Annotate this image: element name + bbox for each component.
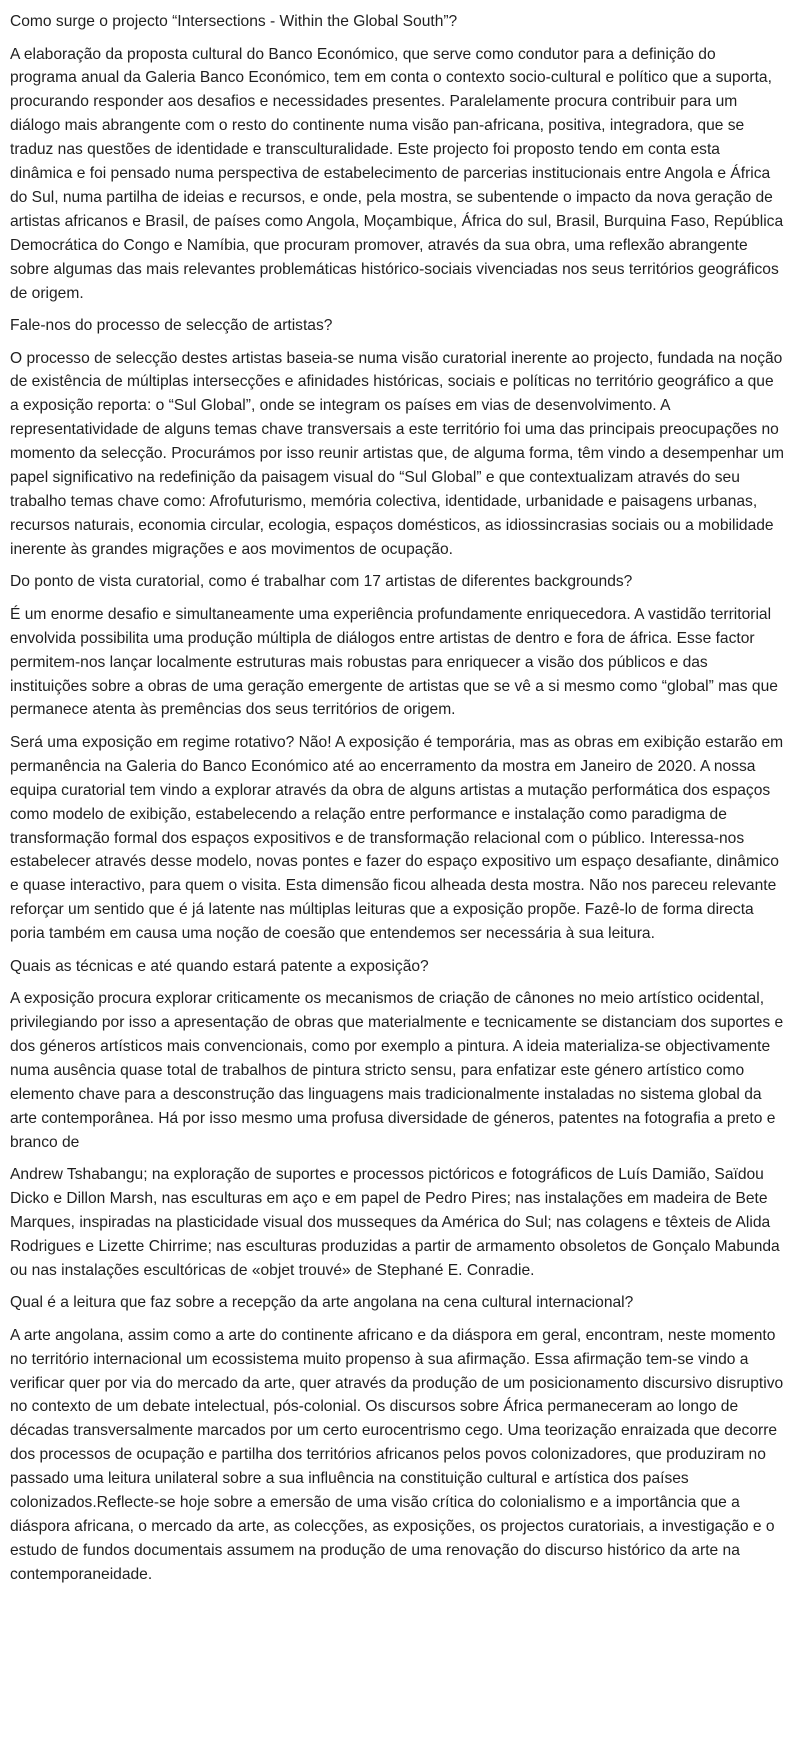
answer-artist-selection: O processo de selecção destes artistas baseia-se numa visão curatorial inerente ao projecto, fundada na noção de existência de múltiplas intersecções e afinidades históricas, sociais e políticas no território geográfico a que a exposição reporta: o “Sul Global”, onde se integram os países em vias de desenvolvimento. A representatividade de alguns temas chave transversais a este território foi uma das principais preocupações no momento da selecção. Procurámos por isso reunir artistas que, de alguma forma, têm vindo a desempenhar um papel significativo na redefinição da paisagem visual do “Sul Global” e que contextualizam através do seu trabalho temas chave como: Afrofuturismo, memória colectiva, identidade, urbanidade e paisagens urbanas, recursos naturais, economia circular, ecologia, espaços domésticos, as idiossincrasias sociais ou a mobilidade inerente às grandes migrações e aos movimentos de ocupação. [10, 349, 784, 558]
question-curatorial-work: Do ponto de vista curatorial, como é trabalhar com 17 artistas de diferentes backgrounds? [10, 573, 633, 591]
answer-angolan-art-reception: A arte angolana, assim como a arte do continente africano e da diáspora em geral, encontram, neste momento no território internacional um ecossistema muito propenso à sua afirmação. Essa afirmação tem-se vindo a verificar quer por via do mercado da arte, quer através da produção de um posicionamento discursivo disruptivo no contexto de um debate intelectual, pós-colonial. Os discursos sobre África permaneceram ao longo de décadas transversalmente marcados por um certo eurocentrismo cego. Uma teorização enraizada que decorre dos processos de ocupação e partilha dos territórios africanos pelos povos colonizadores, que produziram no passado uma leitura unilateral sobre a sua influência na constituição cultural e artística dos países colonizados.Reflecte-se hoje sobre a emersão de uma visão crítica do colonialismo e a importância que a diáspora africana, o mercado da arte, as colecções, as exposições, os projectos curatoriais, a investigação e o estudo de fundos documentais assumem na produção de uma renovação do discurso histórico da arte na contemporaneidade. [10, 1326, 784, 1583]
answer-techniques-duration: A exposição procura explorar criticamente os mecanismos de criação de cânones no meio artístico ocidental, privilegiando por isso a apresentação de obras que materialmente e tecnicamente se distanciam dos suportes e dos géneros artísticos mais convencionais, como por exemplo a pintura. A ideia materializa-se objectivamente numa ausência quase total de trabalhos de pintura stricto sensu, para enfatizar este género artístico como elemento chave para a desconstrução das linguagens mais tradicionalmente instaladas no sistema global da arte contemporânea. Há por isso mesmo uma profusa diversidade de géneros, patentes na fotografia a preto e branco de [10, 990, 784, 1151]
answer-artists-list: Andrew Tshabangu; na exploração de suportes e processos pictóricos e fotográficos de Luís Damião, Saïdou Dicko e Dillon Marsh, nas esculturas em aço e em papel de Pedro Pires; nas instalações em madeira de Bete Marques, inspiradas na plasticidade visual dos musseques da América do Sul; nas colagens e têxteis de Alida Rodrigues e Lizette Chirrime; nas esculturas produzidas a partir de armamento obsoletos de Gonçalo Mabunda ou nas instalações escultóricas de «objet trouvé» de Stephané E. Conradie. [10, 1166, 780, 1279]
question-artist-selection: Fale-nos do processo de selecção de artistas? [10, 317, 333, 335]
question-project-origin: Como surge o projecto “Intersections - Within the Global South”? [10, 13, 458, 30]
answer-rotating-exhibition: Será uma exposição em regime rotativo? Não! A exposição é temporária, mas as obras em exibição estarão em permanência na Galeria do Banco Económico até ao encerramento da mostra em Janeiro de 2020. A nossa equipa curatorial tem vindo a explorar através da obra de alguns artistas a mutação performática dos espaços como modelo de exibição, estabelecendo a relação entre performance e instalação como paradigma de transformação formal dos espaços expositivos e de transformação relacional com o público. Interessa-nos estabelecer através desse modelo, novas pontes e fazer do espaço expositivo um espaço desafiante, dinâmico e quase interactivo, para quem o visita. Esta dimensão ficou alheada desta mostra. Não nos pareceu relevante reforçar um sentido que é já latente nas múltiplas leituras que a exposição propõe. Fazê-lo de forma directa poria também em causa uma noção de coesão que entendemos ser necessária à sua leitura. [10, 733, 784, 943]
answer-project-origin: A elaboração da proposta cultural do Banco Económico, que serve como condutor para a definição do programa anual da Galeria Banco Económico, tem em conta o contexto socio-cultural e político que a suporta, procurando responder aos desafios e necessidades presentes. Paralelamente procura contribuir para um diálogo mais abrangente com o resto do continente numa visão pan-africana, positiva, integradora, que se traduz nas questões de identidade e transculturalidade. Este projecto foi proposto tendo em conta esta dinâmica e foi pensado numa perspectiva de estabelecimento de parcerias institucionais entre Angola e África do Sul, numa partilha de ideias e recursos, e onde, pela mostra, se subentende o impacto da nova geração de artistas africanos e Brasil, de países como Angola, Moçambique, África do sul, Brasil, Burquina Faso, República Democrática do Congo e Namíbia, que procuram promover, através da sua obra, uma reflexão abrangente sobre algumas das mais relevantes problemáticas histórico-sociais vivenciadas nos seus territórios geográficos de origem. [10, 45, 784, 302]
question-angolan-art-reception: Qual é a leitura que faz sobre a recepção da arte angolana na cena cultural internacional? [10, 1294, 634, 1312]
question-techniques-duration: Quais as técnicas e até quando estará patente a exposição? [10, 957, 429, 975]
answer-curatorial-work: É um enorme desafio e simultaneamente uma experiência profundamente enriquecedora. A vastidão territorial envolvida possibilita uma produção múltipla de diálogos entre artistas de dentro e fora de áfrica. Esse factor permitem-nos lançar localmente estruturas mais robustas para enriquecer a visão dos públicos e das instituições sobre a obras de uma geração emergente de artistas que se vê a si mesmo como “global” mas que permanece atenta às premências dos seus territórios de origem. [10, 605, 778, 719]
